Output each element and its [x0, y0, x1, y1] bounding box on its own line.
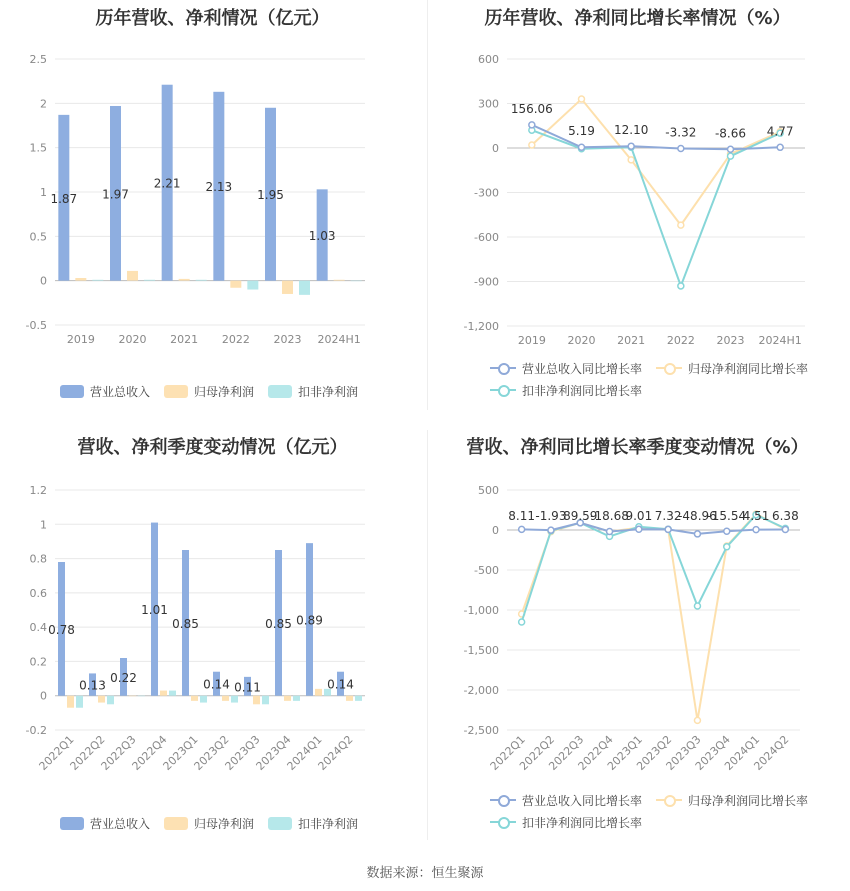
x-tick-label: 2024H1: [317, 333, 361, 346]
data-label: 12.10: [613, 123, 649, 138]
y-tick-label: -2,500: [463, 724, 499, 737]
legend-swatch: [268, 385, 292, 398]
legend-item-revenue-growth[interactable]: [490, 789, 642, 811]
y-tick-label: -0.2: [25, 724, 47, 737]
bar: [76, 696, 83, 708]
data-point: [694, 717, 700, 723]
data-point: [678, 283, 684, 289]
legend-swatch: [490, 383, 516, 397]
data-label: 1.03: [308, 229, 336, 244]
x-tick-label: 2023Q4: [253, 732, 294, 773]
legend-item-revenue[interactable]: [60, 380, 150, 402]
x-tick-label: 2022Q1: [487, 732, 528, 773]
x-tick-label: 2022Q4: [129, 732, 170, 773]
series-line: [522, 514, 786, 720]
x-tick-label: 2023Q4: [692, 732, 733, 773]
data-point: [519, 526, 525, 532]
y-tick-label: 300: [478, 97, 499, 111]
legend-item-deducted-profit[interactable]: [268, 380, 358, 402]
legend-swatch: [656, 793, 682, 807]
bar: [230, 281, 241, 288]
data-label: 6.38: [771, 509, 799, 523]
legend-label: 营业总收入同比增长率: [522, 361, 643, 376]
data-label: 1.01: [141, 603, 168, 618]
data-label: 4.51: [742, 509, 770, 523]
data-point: [579, 144, 585, 150]
data-label: 0.14: [327, 677, 354, 692]
data-label: 89.59: [563, 509, 598, 523]
annual-revenue-bar-chart: [0, 0, 425, 415]
x-tick-label: 2023Q1: [604, 732, 645, 773]
annual-revenue-profit-panel: [0, 0, 425, 415]
y-tick-label: -900: [474, 275, 499, 289]
y-tick-label: 1.2: [29, 484, 47, 497]
series-line: [532, 130, 780, 286]
legend-label: 营业总收入: [90, 816, 151, 831]
x-tick-label: 2022Q3: [546, 732, 587, 773]
bar: [282, 281, 293, 294]
data-label: 0.89: [296, 613, 323, 628]
bar: [75, 278, 86, 281]
data-label: -15.54: [707, 509, 747, 523]
legend-label: 归母净利润同比增长率: [688, 361, 809, 376]
legend-label: 扣非净利润: [298, 384, 359, 399]
x-tick-label: 2022Q4: [575, 732, 616, 773]
chart-legend: [60, 380, 420, 402]
data-label: 1.95: [257, 188, 284, 203]
y-tick-label: 1: [40, 186, 47, 199]
legend-label: 营业总收入: [90, 384, 151, 399]
bar: [98, 696, 105, 703]
legend-swatch: [268, 817, 292, 830]
vertical-divider: [427, 0, 428, 410]
legend-item-deducted-growth[interactable]: [490, 379, 642, 401]
bar: [200, 696, 207, 703]
y-tick-label: 0.8: [29, 552, 47, 566]
legend-item-revenue-growth[interactable]: [490, 357, 642, 379]
x-tick-label: 2024Q2: [751, 732, 792, 773]
legend-item-deducted-growth[interactable]: [490, 811, 642, 833]
y-tick-label: 600: [478, 53, 499, 66]
y-tick-label: 1.5: [29, 141, 47, 155]
y-tick-label: 2: [40, 97, 47, 111]
data-label: 0.85: [172, 616, 199, 631]
data-point: [519, 619, 525, 625]
x-tick-label: 2024Q1: [722, 732, 763, 773]
y-tick-label: -600: [474, 231, 499, 244]
legend-label: 归母净利润: [194, 384, 255, 399]
x-tick-label: 2024Q2: [315, 732, 356, 773]
data-point: [782, 526, 788, 532]
bar: [315, 689, 322, 696]
data-label: 156.06: [510, 101, 553, 116]
data-point: [724, 528, 730, 534]
legend-label: 归母净利润: [194, 816, 255, 831]
bar: [284, 696, 291, 701]
legend-item-deducted-profit[interactable]: [268, 812, 358, 834]
data-point: [628, 143, 634, 149]
legend-item-net-profit[interactable]: [164, 812, 254, 834]
y-tick-label: 0: [492, 524, 499, 537]
bar: [67, 696, 74, 708]
y-tick-label: 0: [40, 689, 47, 703]
x-tick-label: 2023: [716, 334, 745, 347]
y-tick-label: -1,000: [463, 604, 499, 617]
legend-label: 归母净利润同比增长率: [688, 793, 809, 808]
bar: [127, 271, 138, 281]
data-label: 0.85: [265, 616, 292, 631]
data-point: [694, 603, 700, 609]
bar: [138, 696, 145, 697]
data-label: 0.13: [79, 678, 106, 693]
y-tick-label: 1: [40, 518, 47, 532]
legend-swatch: [164, 817, 188, 830]
data-label: 0.14: [203, 677, 230, 692]
bar: [129, 696, 136, 697]
x-tick-label: 2022Q2: [67, 732, 108, 773]
data-point: [665, 526, 671, 532]
x-tick-label: 2023Q2: [191, 732, 232, 773]
y-tick-label: 0: [40, 274, 47, 288]
data-point: [678, 145, 684, 151]
legend-swatch: [656, 361, 682, 375]
legend-item-revenue[interactable]: [60, 812, 150, 834]
chart-title: 营收、净利季度变动情况（亿元）: [77, 437, 348, 458]
data-label: 0.78: [48, 622, 75, 637]
quarterly-revenue-profit-panel: [0, 425, 425, 855]
y-tick-label: 2.5: [29, 53, 47, 66]
y-tick-label: -0.5: [25, 319, 47, 332]
chart-legend: [60, 812, 420, 834]
data-point: [728, 146, 734, 152]
bar: [107, 696, 114, 705]
x-tick-label: 2024H1: [758, 334, 802, 347]
bar: [247, 281, 258, 290]
bar: [222, 696, 229, 701]
bar: [262, 696, 269, 705]
legend-swatch: [164, 385, 188, 398]
bar: [191, 696, 198, 701]
quarterly-growth-rate-panel: [425, 425, 850, 855]
bar: [231, 696, 238, 703]
legend-swatch: [490, 793, 516, 807]
x-tick-label: 2020: [118, 333, 147, 346]
bar: [253, 696, 260, 705]
x-tick-label: 2023Q1: [160, 732, 201, 773]
data-label: 5.19: [568, 124, 595, 139]
data-point: [753, 527, 759, 533]
bar: [299, 281, 310, 295]
series-line: [532, 99, 780, 225]
quarterly-revenue-bar-chart: [0, 425, 425, 855]
bar: [169, 691, 176, 696]
chart-legend: [490, 357, 850, 401]
annual-growth-rate-panel: [425, 0, 850, 415]
data-point: [628, 157, 634, 163]
data-point: [548, 527, 554, 533]
data-point: [694, 531, 700, 537]
x-tick-label: 2022: [666, 334, 695, 347]
legend-label: 营业总收入同比增长率: [522, 793, 643, 808]
bar: [355, 696, 362, 701]
legend-swatch: [60, 385, 84, 398]
bar: [293, 696, 300, 701]
x-tick-label: 2023Q2: [634, 732, 675, 773]
y-tick-label: -2,000: [463, 684, 499, 697]
y-tick-label: 0.4: [29, 621, 47, 635]
x-tick-label: 2024Q1: [284, 732, 325, 773]
vertical-divider: [427, 430, 428, 840]
data-label: 7.32: [654, 509, 682, 523]
data-label: -1.93: [535, 509, 567, 523]
data-point: [529, 122, 535, 128]
legend-label: 扣非净利润: [298, 816, 359, 831]
data-label: -3.32: [665, 125, 697, 140]
y-tick-label: -300: [474, 186, 499, 200]
chart-title: 历年营收、净利同比增长率情况（%）: [484, 8, 791, 29]
chart-title: 营收、净利同比增长率季度变动情况（%）: [466, 437, 809, 458]
data-point: [678, 222, 684, 228]
y-tick-label: 0.2: [29, 655, 47, 669]
annual-growth-line-chart: [425, 0, 850, 415]
legend-item-net-profit[interactable]: [164, 380, 254, 402]
data-label: 0.11: [234, 680, 261, 695]
data-point: [607, 528, 613, 534]
data-source: 数据来源：恒生聚源: [366, 866, 484, 881]
y-tick-label: -500: [474, 564, 499, 577]
chart-title: 历年营收、净利情况（亿元）: [95, 8, 330, 29]
legend-label: 扣非净利润同比增长率: [522, 815, 643, 830]
x-tick-label: 2022Q3: [98, 732, 139, 773]
chart-legend: [490, 789, 850, 833]
bar: [346, 696, 353, 701]
data-label: -18.68: [590, 509, 629, 523]
x-tick-label: 2021: [170, 333, 199, 346]
data-point: [777, 144, 783, 150]
data-label: 1.97: [102, 187, 129, 202]
data-point: [728, 153, 734, 159]
y-tick-label: 0.5: [29, 230, 47, 244]
y-tick-label: 0.6: [29, 586, 47, 600]
y-tick-label: 500: [478, 484, 499, 497]
bar: [144, 280, 155, 281]
x-tick-label: 2020: [567, 334, 596, 347]
x-tick-label: 2022Q2: [517, 732, 558, 773]
x-tick-label: 2023Q3: [222, 732, 263, 773]
data-label: -48.96: [678, 509, 717, 523]
data-label: 2.13: [205, 180, 233, 195]
bar: [179, 279, 190, 281]
legend-swatch: [490, 361, 516, 375]
data-point: [579, 96, 585, 102]
x-tick-label: 2019: [517, 334, 546, 347]
y-tick-label: -1,200: [463, 320, 499, 333]
data-label: 2.21: [153, 176, 181, 191]
x-tick-label: 2019: [66, 333, 95, 346]
data-point: [529, 142, 535, 148]
bar: [92, 280, 103, 281]
data-label: 4.77: [766, 124, 794, 139]
bar: [196, 280, 207, 281]
data-point: [636, 526, 642, 532]
bar: [351, 281, 362, 282]
data-point: [724, 544, 730, 550]
legend-swatch: [490, 815, 516, 829]
x-tick-label: 2023: [273, 333, 302, 346]
legend-swatch: [60, 817, 84, 830]
x-tick-label: 2022Q1: [36, 732, 77, 773]
bar: [160, 691, 167, 696]
legend-item-net-profit-growth[interactable]: [656, 789, 808, 811]
y-tick-label: 0: [492, 142, 499, 155]
legend-item-net-profit-growth[interactable]: [656, 357, 808, 379]
x-tick-label: 2022: [221, 333, 250, 346]
data-label: 0.22: [110, 670, 137, 685]
x-tick-label: 2023Q3: [663, 732, 704, 773]
x-tick-label: 2021: [617, 334, 646, 347]
data-label: 1.87: [50, 191, 78, 206]
data-label: 8.11: [508, 509, 536, 523]
data-label: -8.66: [714, 126, 747, 141]
data-label: 9.01: [625, 509, 653, 523]
y-tick-label: -1,500: [463, 644, 499, 657]
bar: [334, 280, 345, 281]
legend-label: 扣非净利润同比增长率: [522, 383, 643, 398]
